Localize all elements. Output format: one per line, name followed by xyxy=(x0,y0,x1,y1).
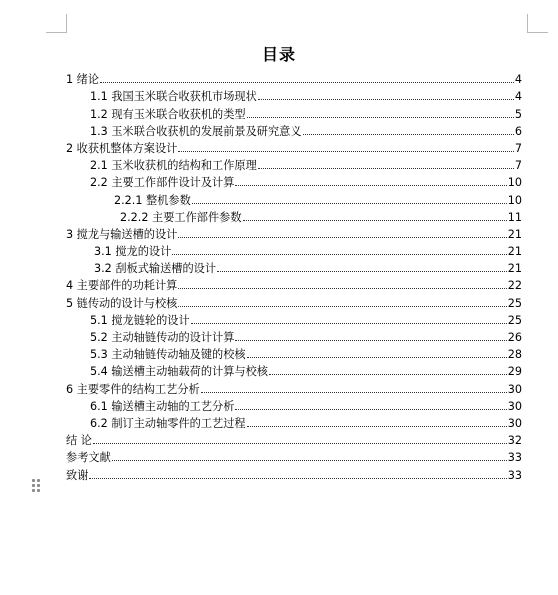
toc-entry[interactable] xyxy=(66,69,522,86)
toc-entry[interactable] xyxy=(66,396,522,413)
toc-entry-page: 21 xyxy=(507,245,522,259)
toc-entry-label: 3.1 搅龙的设计 xyxy=(94,245,172,259)
dot-leader xyxy=(217,271,507,272)
toc-entry-label: 5.4 输送槽主动轴载荷的计算与校核 xyxy=(90,365,268,379)
toc-entry-page: 25 xyxy=(507,313,522,327)
toc-entry[interactable] xyxy=(66,430,522,447)
toc-entry[interactable] xyxy=(66,224,522,241)
toc-entry-label: 3 搅龙与输送槽的设计 xyxy=(66,227,178,241)
toc-entry[interactable] xyxy=(66,138,522,155)
toc-entry[interactable] xyxy=(66,378,522,395)
toc-entry[interactable] xyxy=(66,103,522,120)
toc-entry[interactable] xyxy=(66,86,522,103)
drag-handle-icon[interactable] xyxy=(32,479,40,493)
toc-entry-page: 10 xyxy=(507,193,522,207)
toc-entry-page: 30 xyxy=(507,382,522,396)
toc-entry-page: 32 xyxy=(507,434,522,448)
dot-leader xyxy=(93,443,507,444)
toc-entry[interactable] xyxy=(66,155,522,172)
page-corner-mark-left xyxy=(46,14,67,33)
dot-leader xyxy=(178,237,506,238)
toc-entry-page: 30 xyxy=(507,399,522,413)
toc-entry-label: 1.1 我国玉米联合收获机市场现状 xyxy=(90,90,257,104)
toc-entry-label: 6.1 输送槽主动轴的工艺分析 xyxy=(90,399,235,413)
dot-leader xyxy=(247,357,507,358)
toc-entry-page: 29 xyxy=(507,365,522,379)
toc-entry-page: 33 xyxy=(507,468,522,482)
toc-entry-label: 2.2 主要工作部件设计及计算 xyxy=(90,176,235,190)
dot-leader xyxy=(89,478,506,479)
toc-entry-label: 1.3 玉米联合收获机的发展前景及研究意义 xyxy=(90,124,302,138)
dot-leader xyxy=(243,220,507,221)
toc-entry[interactable] xyxy=(66,447,522,464)
toc-entry[interactable] xyxy=(66,310,522,327)
dot-leader xyxy=(269,374,507,375)
toc-entry-page: 26 xyxy=(507,331,522,344)
toc-entry[interactable] xyxy=(66,275,522,292)
toc-entry-page: 33 xyxy=(507,451,522,465)
toc-entry-label: 2.2.2 主要工作部件参数 xyxy=(120,210,242,224)
toc-entry-label: 5.2 主动轴链传动的设计计算 xyxy=(90,331,235,344)
toc-entry[interactable] xyxy=(66,258,522,275)
toc-entry-page: 28 xyxy=(507,348,522,362)
dot-leader xyxy=(235,185,506,186)
dot-leader xyxy=(192,203,507,204)
toc-entry[interactable] xyxy=(66,344,522,361)
dot-leader xyxy=(303,134,514,135)
toc-entry-label: 结 论 xyxy=(66,434,92,448)
toc-entry[interactable] xyxy=(66,361,522,378)
dot-leader xyxy=(178,151,514,152)
table-of-contents xyxy=(66,69,522,482)
toc-entry-page: 7 xyxy=(514,159,522,173)
toc-entry-label: 1 绪论 xyxy=(66,73,100,87)
dot-leader xyxy=(112,460,507,461)
toc-entry-label: 2.1 玉米收获机的结构和工作原理 xyxy=(90,159,257,173)
dot-leader xyxy=(191,323,507,324)
toc-entry-label: 5 链传动的设计与校核 xyxy=(66,296,178,310)
toc-title: 目录 xyxy=(261,45,296,64)
toc-entry-label: 6.2 制订主动轴零件的工艺过程 xyxy=(90,416,246,430)
toc-entry[interactable] xyxy=(66,207,522,224)
dot-leader xyxy=(258,168,514,169)
toc-entry-page: 5 xyxy=(514,107,522,121)
toc-entry-label: 1.2 现有玉米联合收获机的类型 xyxy=(90,107,246,121)
toc-entry-label: 参考文献 xyxy=(66,451,111,465)
dot-leader xyxy=(235,409,506,410)
dot-leader xyxy=(247,426,507,427)
dot-leader xyxy=(172,254,506,255)
toc-entry-page: 30 xyxy=(507,416,522,430)
toc-entry-label: 5.3 主动轴链传动轴及键的校核 xyxy=(90,348,246,362)
dot-leader xyxy=(235,340,506,341)
toc-entry-page: 7 xyxy=(514,141,522,155)
dot-leader xyxy=(247,117,514,118)
dot-leader xyxy=(201,392,507,393)
dot-leader xyxy=(258,99,514,100)
toc-entry[interactable] xyxy=(66,413,522,430)
toc-entry-page: 4 xyxy=(514,90,522,104)
toc-entry-page: 4 xyxy=(514,73,522,87)
toc-entry[interactable] xyxy=(66,121,522,138)
toc-entry-label: 2 收获机整体方案设计 xyxy=(66,141,178,155)
dot-leader xyxy=(100,82,514,83)
toc-entry-page: 22 xyxy=(507,279,522,293)
toc-entry-label: 5.1 搅龙链轮的设计 xyxy=(90,313,190,327)
toc-entry-label: 2.2.1 整机参数 xyxy=(114,193,191,207)
toc-entry-page: 11 xyxy=(507,210,522,224)
toc-entry-page: 10 xyxy=(507,176,522,190)
page-corner-mark-right xyxy=(527,14,548,33)
toc-entry-label: 4 主要部件的功耗计算 xyxy=(66,279,178,293)
toc-entry[interactable] xyxy=(66,189,522,206)
toc-entry-label: 3.2 刮板式输送槽的设计 xyxy=(94,262,217,276)
toc-entry[interactable] xyxy=(66,464,522,481)
toc-entry[interactable] xyxy=(66,172,522,189)
toc-entry-label: 致谢 xyxy=(66,468,89,482)
dot-leader xyxy=(178,306,506,307)
toc-entry[interactable] xyxy=(66,292,522,309)
toc-entry-label: 6 主要零件的结构工艺分析 xyxy=(66,382,200,396)
toc-entry-page: 21 xyxy=(507,262,522,276)
toc-entry-page: 21 xyxy=(507,227,522,241)
dot-leader xyxy=(178,288,506,289)
toc-entry[interactable] xyxy=(66,241,522,258)
toc-entry-page: 25 xyxy=(507,296,522,310)
toc-entry[interactable] xyxy=(66,327,522,344)
toc-entry-page: 6 xyxy=(514,124,522,138)
